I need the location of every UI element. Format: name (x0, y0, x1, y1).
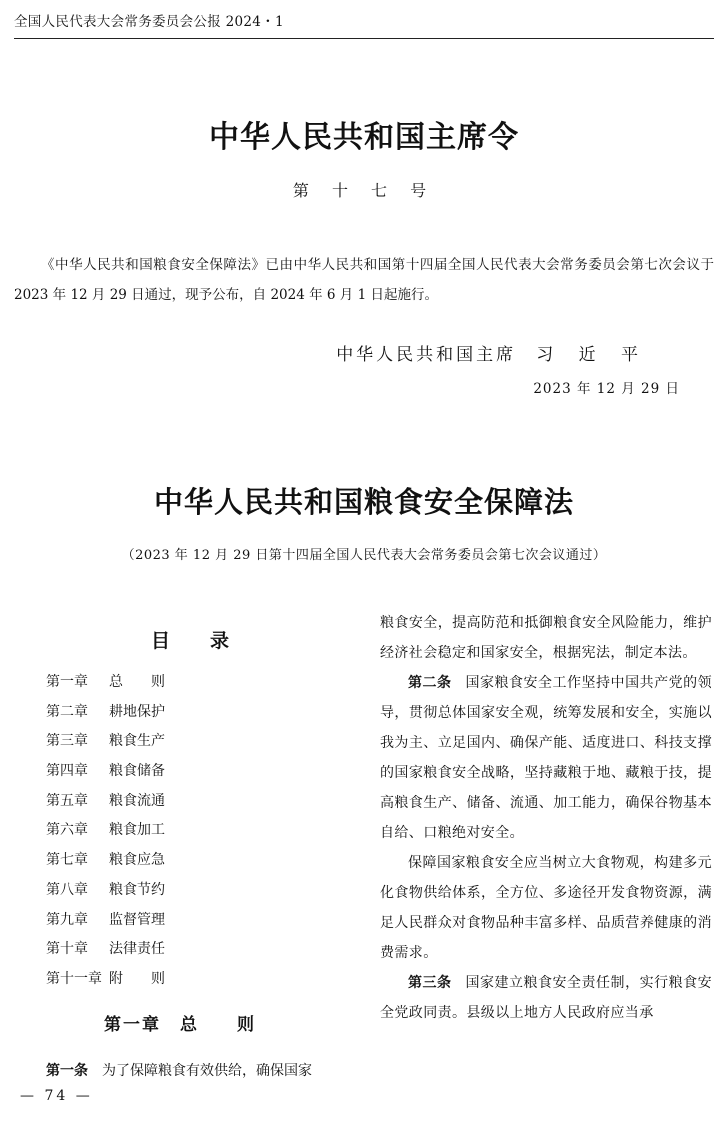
toc-chapter-title: 附 则 (109, 970, 165, 987)
toc-chapter-title: 监督管理 (109, 911, 165, 928)
toc-item (46, 698, 366, 728)
toc-chapter-title: 粮食应急 (109, 852, 165, 869)
toc-item (46, 727, 366, 757)
signer-title: 中华人民共和国主席 (336, 345, 517, 365)
toc-chapter-number: 第十章 (46, 941, 88, 958)
toc-chapter-number: 第九章 (46, 911, 88, 928)
bulletin-header (14, 10, 714, 39)
article-label: 第一条 (46, 1063, 88, 1079)
signer-name: 习 近 平 (536, 345, 648, 365)
law-title: 中华人民共和国粮食安全保障法 (153, 485, 574, 519)
toc-item (46, 876, 366, 906)
article-text: 为了保障粮食有效供给，确保国家 (102, 1063, 312, 1079)
page-number: — 74 — (20, 1088, 93, 1104)
promulgation-text: 《中华人民共和国粮食安全保障法》已由中华人民共和国第十四届全国人民代表大会常务委员会第七次会议于 2023 年 12 月 29 日通过，现予公布，自 2024 年 6 月 1 日起施行。 (14, 257, 714, 303)
article-one-start (46, 1056, 366, 1086)
toc-chapter-number: 第二章 (46, 703, 88, 720)
toc-chapter-number: 第十一章 (46, 970, 102, 987)
toc-chapter-number: 第八章 (46, 881, 88, 898)
toc-chapter-title: 粮食生产 (109, 733, 165, 750)
toc-chapter-number: 第一章 (46, 674, 88, 690)
toc-chapter-title: 粮食节约 (109, 881, 165, 898)
toc-heading: 目录 (150, 630, 269, 652)
toc-item (46, 935, 366, 965)
toc-item (46, 787, 366, 817)
chapter-one-heading: 第一章 总 则 (104, 1015, 256, 1035)
article-three (380, 968, 712, 1028)
toc-chapter-title: 总 则 (109, 674, 165, 690)
signing-date: 2023 年 12 月 29 日 (533, 381, 680, 397)
article-two-paragraph-two: 保障国家粮食安全应当树立大食物观，构建多元化食物供给体系，全方位、多途径开发食物资源，满足人民群众对食物品种丰富多样、品质营养健康的消费需求。 (380, 855, 712, 961)
article-text: 国家建立粮食安全责任制，实行粮食安全党政同责。县级以上地方人民政府应当承 (380, 975, 712, 1021)
right-column (380, 608, 712, 1028)
article-two (380, 668, 712, 848)
toc-item (46, 906, 366, 936)
signer-line (0, 340, 648, 365)
table-of-contents (46, 668, 366, 995)
toc-chapter-number: 第四章 (46, 763, 88, 780)
toc-chapter-title: 粮食加工 (109, 822, 165, 839)
toc-chapter-title: 粮食流通 (109, 792, 165, 809)
toc-chapter-number: 第六章 (46, 822, 88, 839)
toc-chapter-title: 法律责任 (109, 941, 165, 958)
toc-chapter-title: 粮食储备 (109, 763, 165, 780)
law-subtitle: （2023 年 12 月 29 日第十四届全国人民代表大会常务委员会第七次会议通过） (121, 548, 607, 563)
article-label: 第三条 (408, 975, 452, 991)
article-text: 国家粮食安全工作坚持中国共产党的领导，贯彻总体国家安全观，统筹发展和安全，实施以我为主、立足国内、确保产能、适度进口、科技支撑的国家粮食安全战略，坚持藏粮于地、藏粮于技，提高粮食生产、储备、流通、加工能力，确保谷物基本自给、口粮绝对安全。 (380, 675, 712, 841)
article-label: 第二条 (408, 675, 452, 691)
toc-chapter-number: 第五章 (46, 792, 88, 809)
toc-chapter-title: 耕地保护 (109, 703, 165, 720)
toc-chapter-number: 第三章 (46, 733, 88, 750)
toc-item (46, 846, 366, 876)
article-one-continuation: 粮食安全，提高防范和抵御粮食安全风险能力，维护经济社会稳定和国家安全，根据宪法，制定本法。 (380, 615, 712, 661)
toc-item (46, 965, 366, 995)
toc-item (46, 668, 366, 698)
order-number: 第 十 七 号 (292, 181, 436, 200)
toc-item (46, 757, 366, 787)
bulletin-header-text: 全国人民代表大会常务委员会公报 2024・1 (14, 14, 284, 30)
toc-chapter-number: 第七章 (46, 852, 88, 869)
toc-item (46, 816, 366, 846)
order-title: 中华人民共和国主席令 (209, 120, 519, 155)
